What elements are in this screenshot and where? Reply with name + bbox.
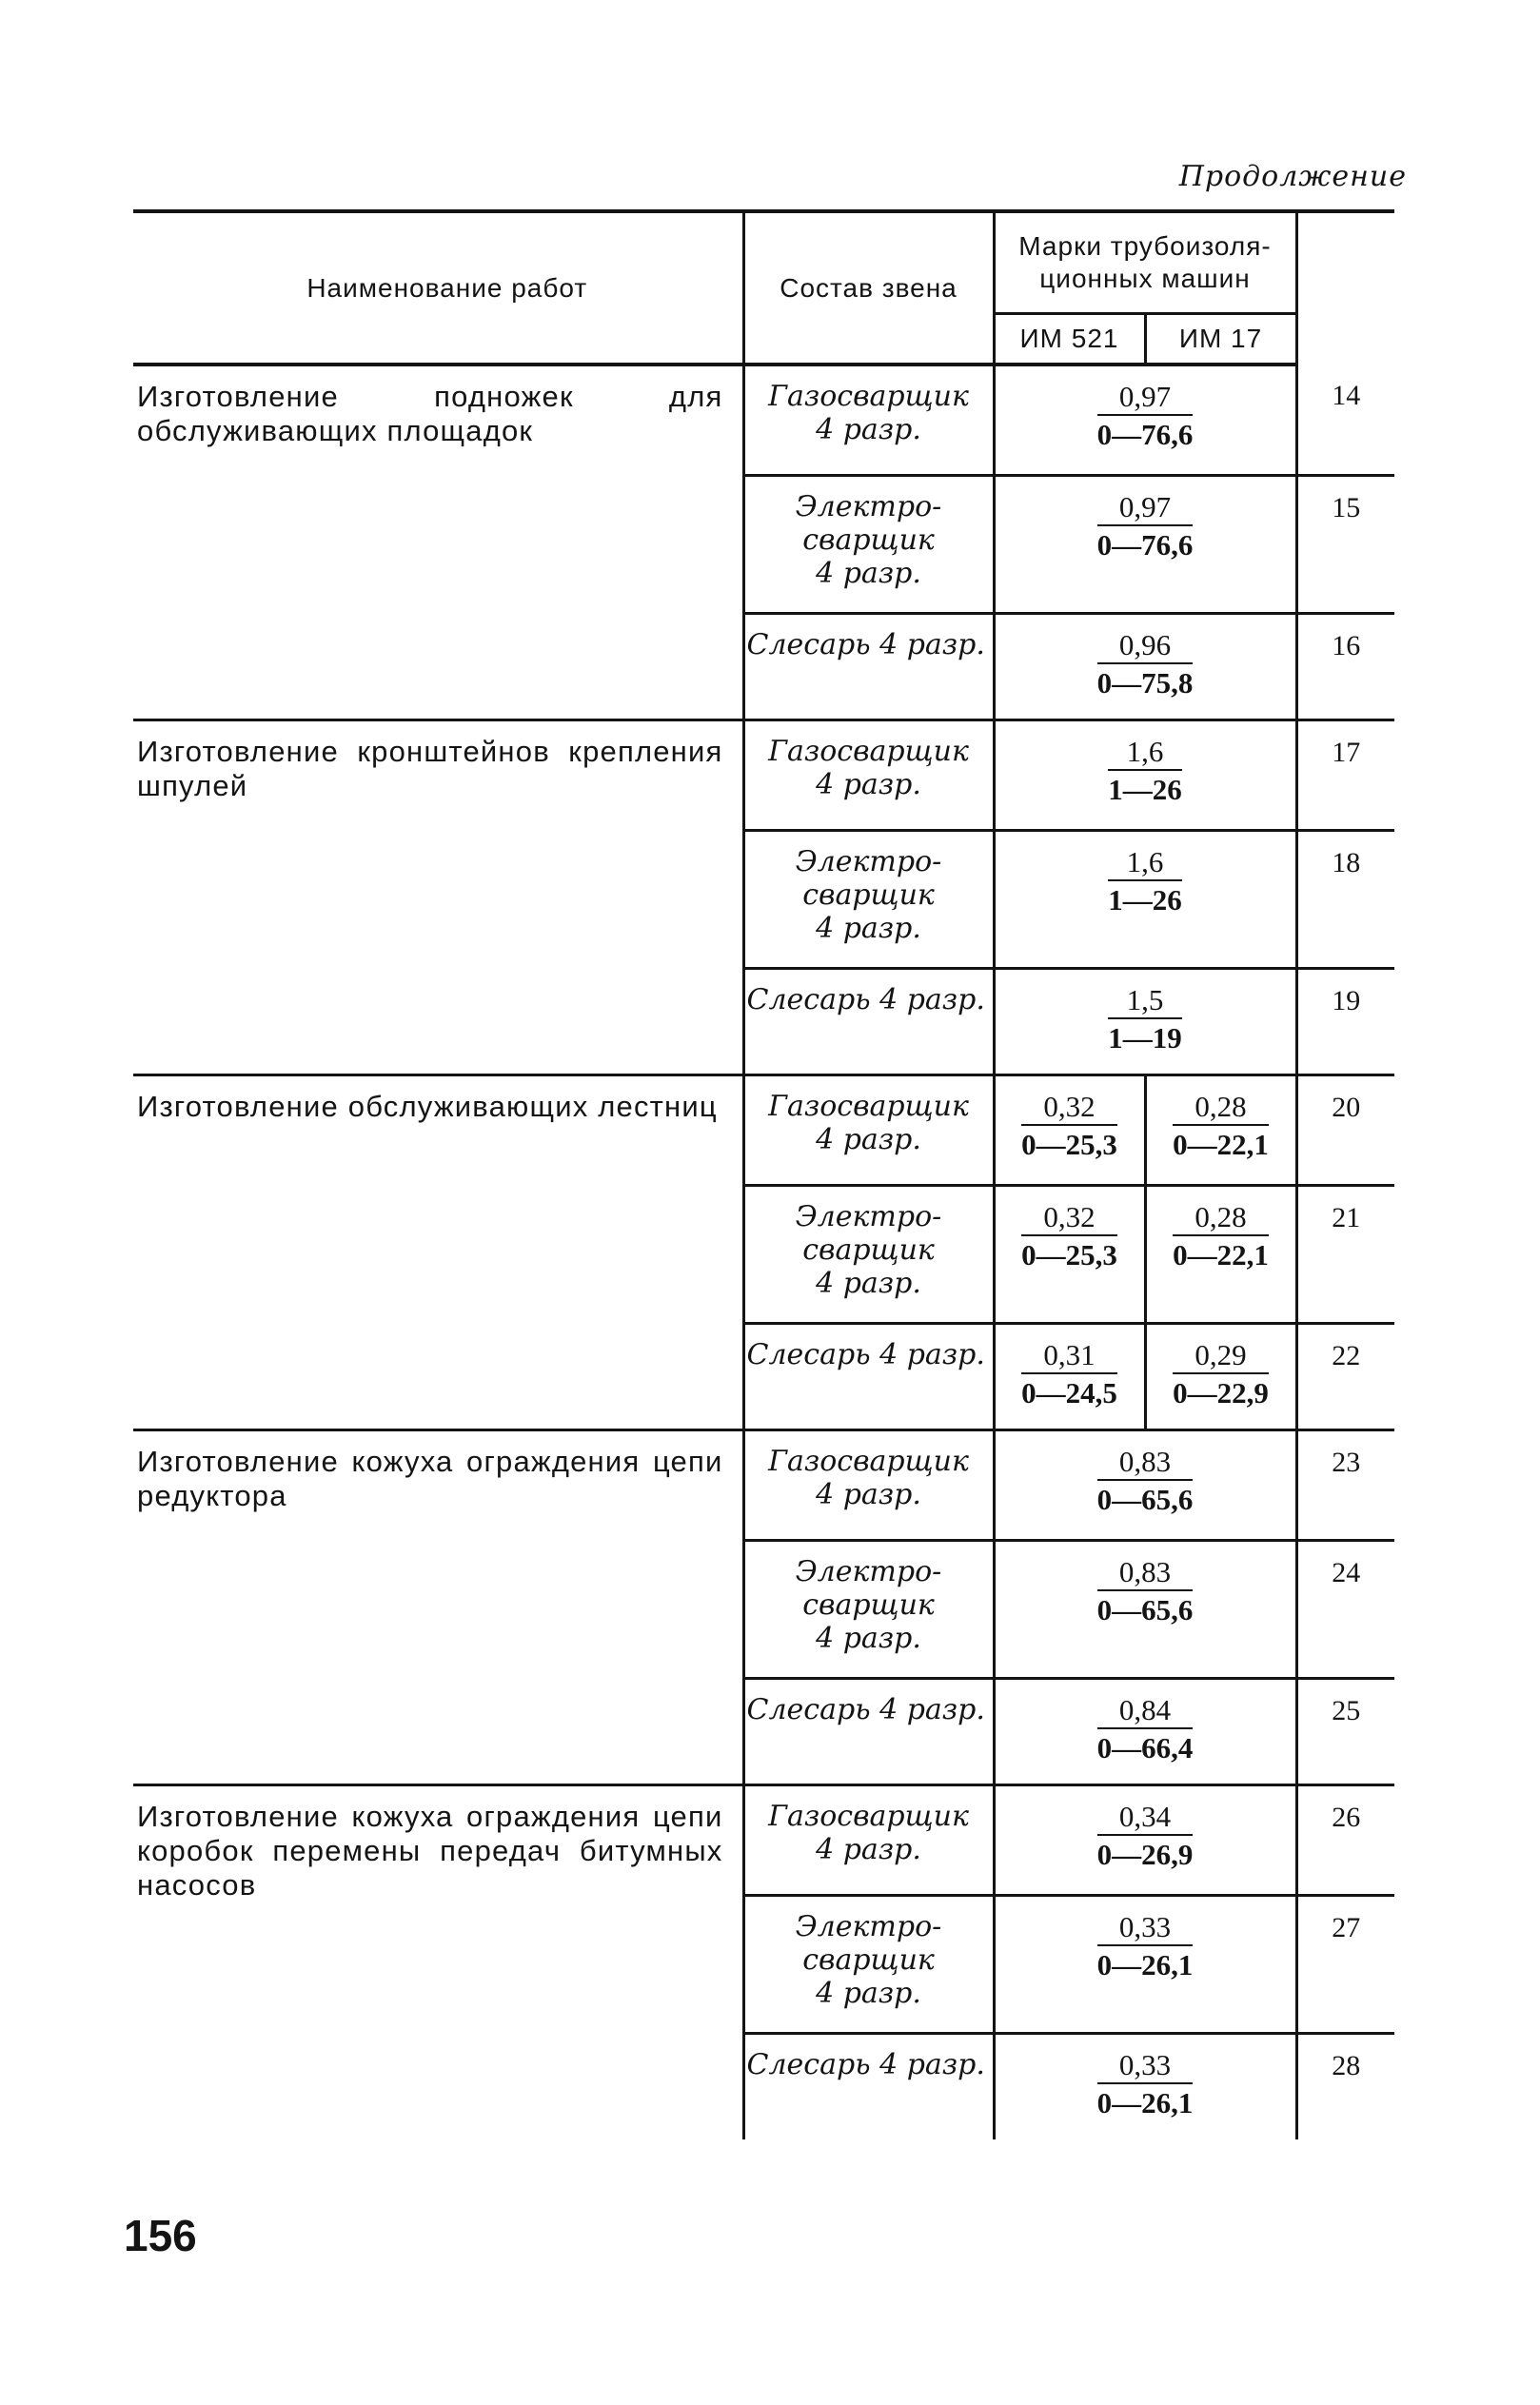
crew-composition: Электро- сварщик 4 разр. — [743, 1540, 994, 1678]
row-number: 20 — [1296, 1074, 1394, 1185]
norm-value-both-machines — [994, 1429, 1296, 1540]
table-row — [133, 1074, 1394, 1185]
norm-time: 0,31 — [1021, 1338, 1117, 1374]
table-body — [133, 365, 1394, 2139]
norm-time: 0,28 — [1173, 1200, 1269, 1236]
header-im521: ИМ 521 — [994, 314, 1145, 365]
row-number: 28 — [1332, 2049, 1361, 2081]
norm-value-im17 — [1145, 1185, 1296, 1323]
norm-value-both-machines — [994, 1678, 1296, 1784]
norm-fraction — [1173, 1338, 1269, 1412]
norm-fraction — [1097, 380, 1194, 454]
header-machine-marks — [994, 211, 1296, 314]
row-number: 17 — [1296, 720, 1394, 830]
row-number: 26 — [1296, 1784, 1394, 1895]
norm-price: 0—75,8 — [1096, 665, 1194, 700]
crew-composition: Газосварщик 4 разр. — [743, 1784, 994, 1895]
norm-fraction — [1021, 1338, 1117, 1412]
norm-fraction — [1097, 1445, 1194, 1519]
norm-value-both-machines — [994, 475, 1296, 613]
crew-composition: Газосварщик 4 разр. — [743, 1074, 994, 1185]
norms-table — [133, 209, 1394, 2139]
norm-time: 0,97 — [1097, 380, 1194, 416]
header-row-number — [1296, 211, 1394, 365]
norm-price: 0—25,3 — [1021, 1237, 1117, 1271]
norm-price: 0—22,1 — [1173, 1127, 1269, 1161]
table-row — [133, 720, 1394, 830]
norm-time: 0,84 — [1097, 1693, 1194, 1729]
page-number: 156 — [124, 2211, 197, 2260]
crew-composition: Газосварщик 4 разр. — [743, 365, 994, 475]
crew-composition: Слесарь 4 разр. — [743, 968, 994, 1074]
norm-time: 1,5 — [1108, 983, 1182, 1019]
norm-price: 0—26,9 — [1096, 1837, 1194, 1871]
norm-time: 0,32 — [1021, 1200, 1117, 1236]
norm-price: 1—19 — [1108, 1020, 1182, 1055]
norm-price: 0—26,1 — [1096, 1947, 1194, 1981]
row-number: 22 — [1296, 1323, 1394, 1429]
table-row — [133, 1784, 1394, 1895]
norm-fraction — [1021, 1200, 1117, 1274]
norm-time: 0,97 — [1097, 490, 1194, 526]
norm-time: 0,83 — [1097, 1445, 1194, 1481]
crew-composition: Электро- сварщик 4 разр. — [743, 1895, 994, 2033]
norm-value-im521 — [994, 1323, 1145, 1429]
table-row — [133, 1429, 1394, 1540]
norm-price: 1—26 — [1108, 882, 1182, 917]
norm-time: 0,29 — [1173, 1338, 1269, 1374]
norm-time: 1,6 — [1108, 845, 1182, 881]
norm-price: 0—22,1 — [1173, 1237, 1269, 1271]
norm-fraction — [1097, 1910, 1194, 1984]
norm-value-both-machines — [994, 1895, 1296, 2033]
header-crew: Состав звена — [743, 211, 994, 365]
table-row — [133, 365, 1394, 475]
continuation-note: Продолжение — [1178, 160, 1407, 193]
norm-fraction — [1108, 983, 1182, 1057]
norm-price: 0—25,3 — [1021, 1127, 1117, 1161]
norm-value-im521 — [994, 1185, 1145, 1323]
norm-price: 0—22,9 — [1173, 1375, 1269, 1409]
row-number: 14 — [1296, 365, 1394, 475]
norm-time: 0,96 — [1097, 628, 1194, 664]
norm-value-both-machines — [994, 1540, 1296, 1678]
work-name: Изготовление кожуха ограждения цепи коробок перемены передач битумных насосов — [133, 1784, 743, 2139]
norm-value-im17 — [1145, 1323, 1296, 1429]
work-name: Изготовление обслуживающих лестниц — [133, 1074, 743, 1429]
norm-fraction — [1173, 1090, 1269, 1164]
work-name: Изготовление кожуха ограждения цепи редуктора — [133, 1429, 743, 1784]
norm-fraction — [1108, 735, 1182, 809]
row-number: 27 — [1296, 1895, 1394, 2033]
work-name: Изготовление кронштейнов крепления шпулей — [133, 720, 743, 1074]
norm-fraction — [1097, 1800, 1194, 1874]
norm-fraction — [1097, 1555, 1194, 1629]
norm-price: 0—65,6 — [1096, 1482, 1194, 1516]
norm-price: 0—24,5 — [1021, 1375, 1117, 1409]
row-number: 16 — [1296, 613, 1394, 720]
norm-price: 0—26,1 — [1096, 2085, 1194, 2119]
norm-fraction — [1097, 628, 1194, 702]
norm-price: 0—65,6 — [1096, 1592, 1194, 1626]
crew-composition: Газосварщик 4 разр. — [743, 1429, 994, 1540]
norm-value-im17 — [1145, 1074, 1296, 1185]
norm-fraction — [1097, 2048, 1194, 2122]
norm-time: 1,6 — [1108, 735, 1182, 771]
norm-value-both-machines — [994, 613, 1296, 720]
crew-composition: Электро- сварщик 4 разр. — [743, 475, 994, 613]
row-number: 18 — [1296, 830, 1394, 968]
norm-price: 1—26 — [1108, 772, 1182, 806]
norm-value-im521 — [994, 1074, 1145, 1185]
norm-time: 0,33 — [1097, 1910, 1194, 1946]
norm-time: 0,34 — [1097, 1800, 1194, 1836]
norm-fraction — [1021, 1090, 1117, 1164]
crew-composition: Электро- сварщик 4 разр. — [743, 1185, 994, 1323]
work-name: Изготовление подножек для обслуживающих площадок — [137, 380, 723, 447]
crew-composition: Слесарь 4 разр. — [743, 1678, 994, 1784]
norm-time: 0,83 — [1097, 1555, 1194, 1591]
row-number: 21 — [1296, 1185, 1394, 1323]
header-im17: ИМ 17 — [1145, 314, 1296, 365]
crew-composition: Слесарь 4 разр. — [743, 613, 994, 720]
row-number: 19 — [1296, 968, 1394, 1074]
norm-fraction — [1173, 1200, 1269, 1274]
row-number: 15 — [1296, 475, 1394, 613]
crew-composition: Газосварщик 4 разр. — [743, 720, 994, 830]
norm-time: 0,33 — [1097, 2048, 1194, 2084]
norm-value-both-machines — [994, 365, 1296, 475]
crew-composition: Электро- сварщик 4 разр. — [743, 830, 994, 968]
norm-value-both-machines — [994, 720, 1296, 830]
norm-value-both-machines — [994, 830, 1296, 968]
norm-price: 0—76,6 — [1096, 418, 1194, 451]
row-number: 24 — [1296, 1540, 1394, 1678]
norm-time: 0,28 — [1173, 1090, 1269, 1126]
row-number: 25 — [1296, 1678, 1394, 1784]
norm-time: 0,32 — [1021, 1090, 1117, 1126]
norm-fraction — [1108, 845, 1182, 919]
norm-fraction — [1097, 490, 1194, 564]
row-number: 23 — [1296, 1429, 1394, 1540]
header-work-name: Наименование работ — [133, 211, 743, 365]
norm-price: 0—76,6 — [1096, 527, 1194, 562]
crew-composition: Слесарь 4 разр. — [743, 1323, 994, 1429]
crew-composition: Слесарь 4 разр. — [743, 2033, 994, 2139]
norm-price: 0—66,4 — [1096, 1730, 1194, 1764]
norm-fraction — [1097, 1693, 1194, 1767]
norm-value-both-machines — [994, 968, 1296, 1074]
header-machine-marks-text: Марки трубоизоля- ционных машин — [1018, 231, 1272, 293]
norm-value-both-machines — [994, 2033, 1296, 2139]
norm-value-both-machines — [994, 1784, 1296, 1895]
